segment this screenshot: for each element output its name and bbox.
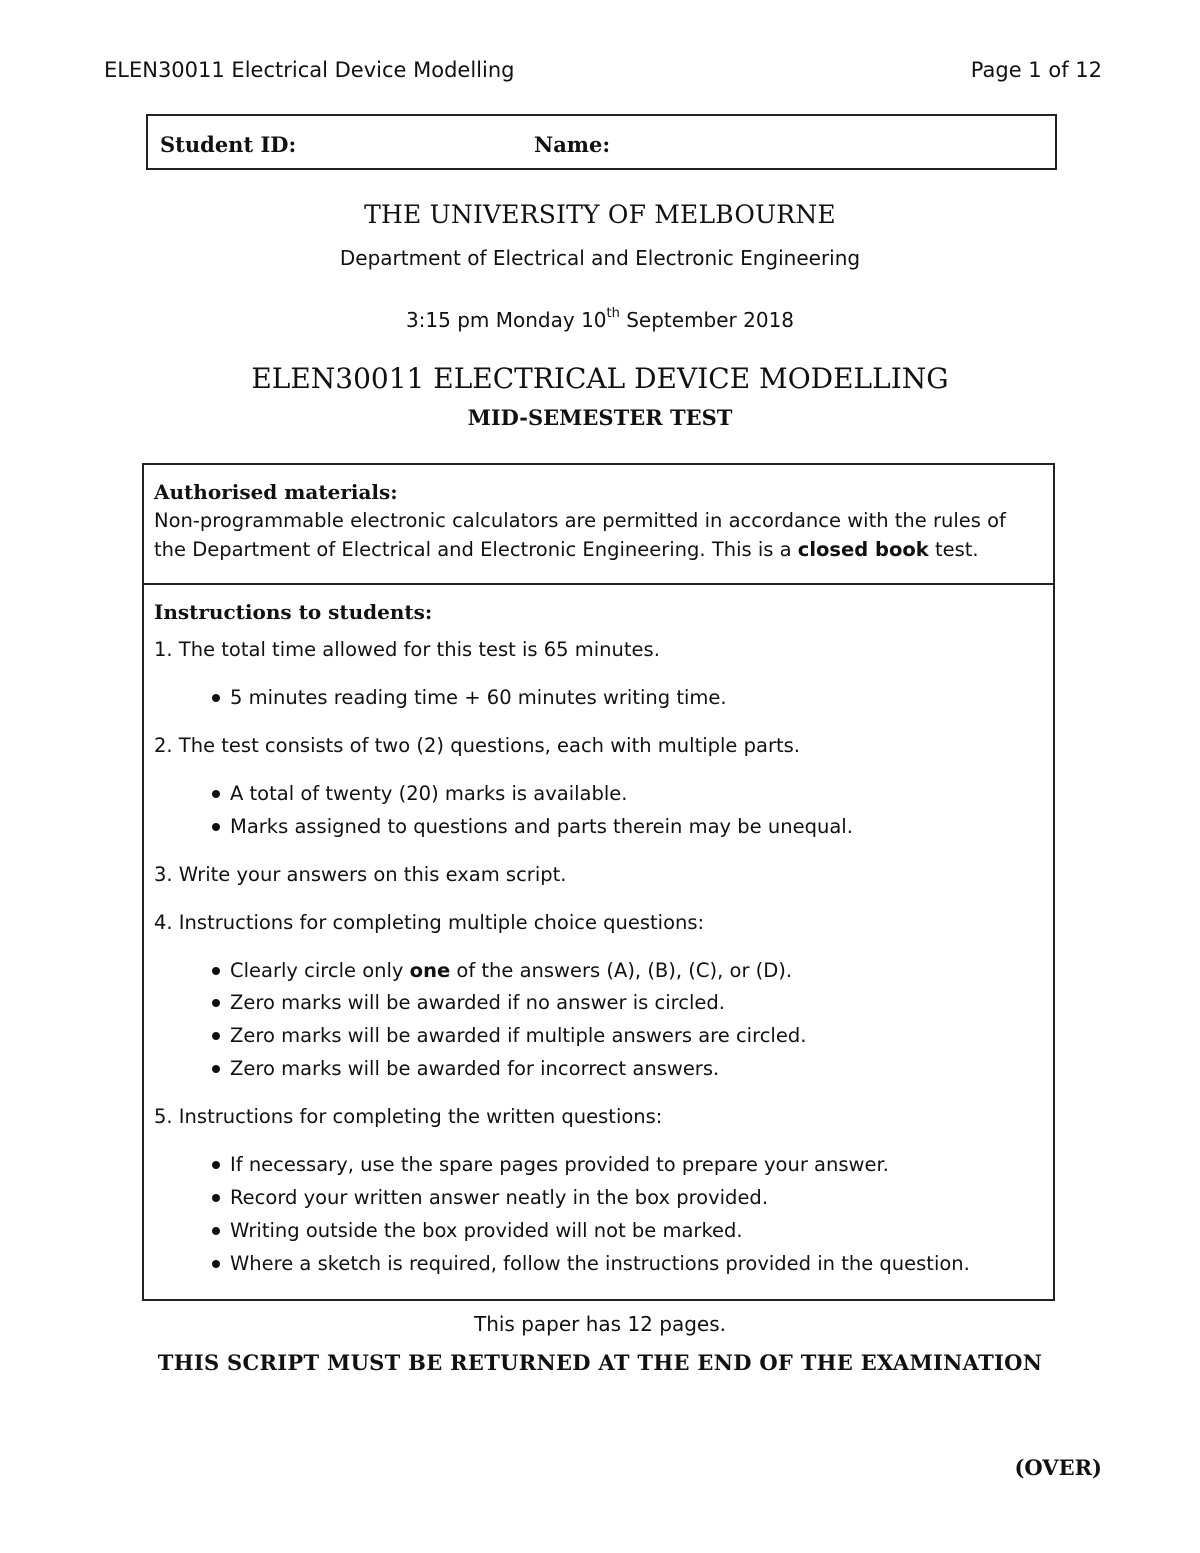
bullet-icon — [212, 967, 220, 975]
bullet-icon — [212, 1227, 220, 1235]
instruction-bullet — [212, 782, 627, 805]
bullet-text: Where a sketch is required, follow the instructions provided in the question. — [230, 1252, 970, 1275]
date-rest: September 2018 — [619, 308, 795, 332]
auth-line2-end: test. — [928, 538, 979, 561]
bullet-icon — [212, 1260, 220, 1268]
instruction-bullet — [212, 1024, 806, 1047]
instruction-bullet — [212, 815, 853, 838]
header-course-title: ELEN30011 Electrical Device Modelling — [104, 58, 515, 82]
closed-book-emphasis: closed book — [797, 538, 929, 561]
instruction-bullet — [212, 991, 725, 1014]
authorised-materials-title: Authorised materials: — [154, 480, 398, 504]
instruction-item-5: 5. Instructions for completing the written questions: — [154, 1105, 663, 1128]
bullet-text: Writing outside the box provided will not be marked. — [230, 1219, 743, 1242]
bullet-icon — [212, 1065, 220, 1073]
bullet-icon — [212, 1161, 220, 1169]
bullet-icon — [212, 694, 220, 702]
instruction-bullet — [212, 686, 727, 709]
bullet-icon — [212, 1032, 220, 1040]
bullet-icon — [212, 1194, 220, 1202]
page-count-note: This paper has 12 pages. — [473, 1312, 726, 1336]
bullet-text: Record your written answer neatly in the box provided. — [230, 1186, 769, 1209]
box-divider — [144, 583, 1053, 585]
bullet-text: If necessary, use the spare pages provided to prepare your answer. — [230, 1153, 889, 1176]
bullet-icon — [212, 790, 220, 798]
course-heading: ELEN30011 ELECTRICAL DEVICE MODELLING — [251, 362, 949, 395]
department-name: Department of Electrical and Electronic Engineering — [339, 246, 861, 270]
instructions-title: Instructions to students: — [154, 600, 433, 624]
page-indicator: Page 1 of 12 — [970, 58, 1102, 82]
instruction-bullet — [212, 959, 792, 982]
one-emphasis: one — [409, 959, 451, 982]
bullet-text: Marks assigned to questions and parts therein may be unequal. — [230, 815, 853, 838]
bullet-text: Zero marks will be awarded for incorrect answers. — [230, 1057, 720, 1080]
instruction-item-3: 3. Write your answers on this exam script. — [154, 863, 567, 886]
instruction-item-2: 2. The test consists of two (2) questions, each with multiple parts. — [154, 734, 800, 757]
auth-line2-text: the Department of Electrical and Electronic Engineering. This is a — [154, 538, 798, 561]
instruction-bullet — [212, 1219, 743, 1242]
bullet-icon — [212, 999, 220, 1007]
university-name: THE UNIVERSITY OF MELBOURNE — [364, 200, 836, 229]
return-notice: THIS SCRIPT MUST BE RETURNED AT THE END OF THE EXAMINATION — [157, 1350, 1043, 1375]
bullet-icon — [212, 823, 220, 831]
date-prefix: 3:15 pm Monday 10 — [405, 308, 607, 332]
instruction-bullet — [212, 1153, 889, 1176]
authorised-materials-line2 — [154, 538, 979, 561]
instruction-item-4: 4. Instructions for completing multiple choice questions: — [154, 911, 705, 934]
bullet-text: Zero marks will be awarded if multiple answers are circled. — [230, 1024, 807, 1047]
student-id-box[interactable] — [146, 114, 1057, 170]
instruction-bullet — [212, 1186, 768, 1209]
over-indicator: (OVER) — [1014, 1455, 1102, 1480]
test-type-heading: MID-SEMESTER TEST — [467, 405, 733, 430]
instruction-bullet — [212, 1252, 970, 1275]
bullet-text: Clearly circle only — [230, 959, 410, 982]
instruction-item-1: 1. The total time allowed for this test is 65 minutes. — [154, 638, 660, 661]
student-id-label: Student ID: — [160, 132, 297, 157]
authorised-materials-line1: Non-programmable electronic calculators are permitted in accordance with the rules of — [154, 509, 1006, 532]
name-label: Name: — [534, 132, 611, 157]
date-ordinal: th — [606, 306, 620, 322]
bullet-text: A total of twenty (20) marks is available. — [230, 782, 628, 805]
bullet-text-end: of the answers (A), (B), (C), or (D). — [450, 959, 793, 982]
instruction-bullet — [212, 1057, 719, 1080]
bullet-text: 5 minutes reading time + 60 minutes writing time. — [230, 686, 727, 709]
bullet-text: Zero marks will be awarded if no answer is circled. — [230, 991, 725, 1014]
exam-date — [0, 308, 1200, 332]
